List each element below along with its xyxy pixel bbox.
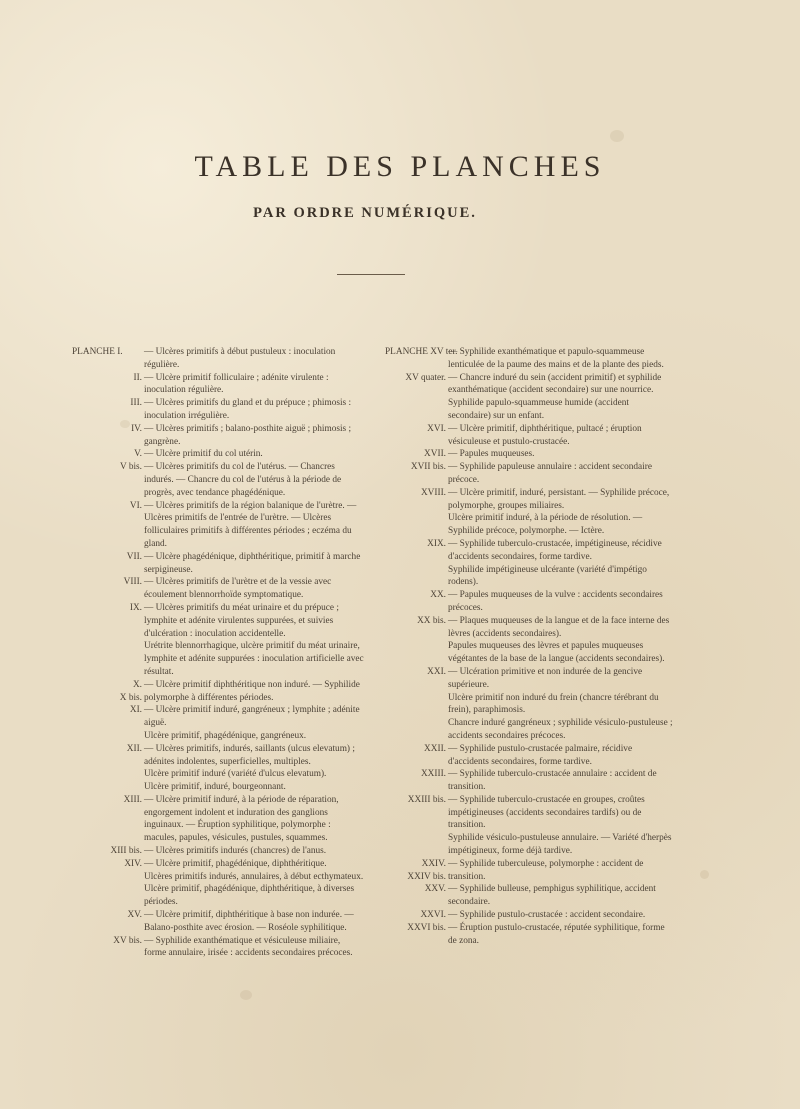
plate-number: XI. — [129, 705, 142, 716]
plate-number: PLANCHE I. — [72, 347, 123, 357]
plate-description: — Ulcère primitif, phagédénique, diphthéritique. — [144, 858, 327, 869]
plate-number: XVII bis. — [410, 462, 446, 473]
plate-entry — [72, 935, 364, 961]
plate-entry — [72, 551, 364, 577]
plate-description: Ulcère primitif induré (variété d'ulcus elevatum). — [144, 769, 327, 780]
plate-number: XXIII bis. — [407, 794, 446, 805]
plate-entry — [385, 717, 673, 743]
plates-column-left — [72, 346, 364, 960]
plate-description: Syphilide papulo-squammeuse humide (accident secondaire) sur un enfant. — [448, 398, 629, 421]
plate-entry — [72, 346, 364, 372]
plate-description: — Plaques muqueuses de la langue et de la face interne des lèvres (accidents secondaires). — [448, 615, 670, 639]
plate-entry — [72, 871, 364, 884]
plate-number: XV bis. — [113, 935, 142, 946]
plate-number: XII. — [126, 743, 142, 754]
plate-number: XXV. — [424, 884, 446, 895]
plate-entry — [385, 615, 673, 641]
plate-number: XV quater. — [405, 372, 446, 383]
plate-number: XIX. — [427, 538, 446, 549]
plate-number: XXVI. — [420, 910, 446, 921]
plate-entry — [72, 576, 364, 602]
plate-description: Syphilide impétigineuse ulcérante (variété d'impétigo rodens). — [448, 564, 647, 588]
plate-entry — [385, 448, 673, 461]
plate-description: — Ulcère primitif induré, gangréneux ; lymphite ; adénite aiguë. — [144, 705, 360, 729]
plate-description: — Chancre induré du sein (accident primitif) et syphilide exanthématique (accident secondaire) sur une nourrice. — [448, 372, 662, 396]
plate-entry — [385, 692, 673, 718]
plate-entry — [385, 397, 673, 423]
plates-column-right — [385, 346, 673, 947]
plate-entry — [72, 397, 364, 423]
plate-number: XVIII. — [420, 487, 446, 498]
plate-entry — [72, 461, 364, 499]
plate-number: X. X bis. — [119, 679, 142, 703]
plate-number: XVII. — [424, 449, 446, 460]
plate-entry — [385, 538, 673, 564]
plate-entry — [385, 832, 673, 858]
plate-description: Ulcère primitif, phagédénique, diphthéritique, à diverses périodes. — [144, 884, 355, 908]
plate-number: II. — [133, 372, 142, 383]
plate-entry — [72, 845, 364, 858]
plate-entry — [385, 423, 673, 449]
plate-description: — Syphilide tuberculo-crustacée, impétigineuse, récidive d'accidents secondaires, forme tardive. — [448, 538, 662, 562]
page-subtitle: PAR ORDRE NUMÉRIQUE. — [253, 205, 477, 221]
plate-entry — [385, 512, 673, 538]
plate-entry — [385, 589, 673, 615]
plate-entry — [72, 500, 364, 551]
plate-description: Ulcère primitif induré, à la période de résolution. — Syphilide précoce, polymorphe. — Ictère. — [448, 513, 643, 537]
plate-entry — [385, 743, 673, 769]
plate-number: XV. — [127, 910, 142, 921]
plate-description: — Ulcères primitifs, indurés, saillants (ulcus elevatum) ; adénites indolentes, superficielles, multiples. — [144, 743, 355, 767]
plate-entry — [72, 602, 364, 640]
plate-description: — Syphilide pustulo-crustacée palmaire, récidive d'accidents secondaires, forme tardive. — [448, 743, 633, 767]
plate-description: — Ulcère phagédénique, diphthéritique, primitif à marche serpigineuse. — [144, 551, 361, 575]
plate-number: XXIV. XXIV bis. — [407, 858, 446, 882]
plate-description: — Ulcère primitif induré, à la période de réparation, engorgement indolent et induration des ganglions inguinaux. — Éruption syphilitique, polymorphe : macules, papules, vésicules, pustules, squammes. — [144, 794, 339, 844]
plate-entry — [385, 461, 673, 487]
plate-number: III. — [130, 398, 142, 409]
plate-number: VI. — [129, 500, 142, 511]
plate-description: — Papules muqueuses de la vulve : accidents secondaires précoces. — [448, 590, 663, 613]
paper-stain — [240, 990, 252, 1000]
plate-entry — [72, 743, 364, 769]
plate-number: XXII. — [424, 743, 446, 754]
plate-entry — [385, 922, 673, 948]
paper-stain — [610, 130, 624, 142]
plate-description: — Syphilide papuleuse annulaire : accident secondaire précoce. — [448, 462, 652, 485]
plate-number: VIII. — [123, 577, 142, 588]
plate-entry — [72, 730, 364, 743]
plate-entry — [72, 640, 364, 678]
plate-entry — [72, 883, 364, 909]
plate-entry — [385, 640, 673, 666]
plate-number: XIII. — [123, 794, 142, 805]
plate-entry — [72, 423, 364, 449]
plate-description: — Syphilide tuberculeuse, polymorphe : accident de transition. — [448, 858, 644, 882]
plate-entry — [72, 704, 364, 730]
plate-description: — Ulcères primitifs de l'urètre et de la vessie avec écoulement blennorrhoïde symptomatique. — [144, 577, 332, 601]
plate-entry — [385, 883, 673, 909]
plate-number: PLANCHE XV ter. — [385, 347, 458, 357]
page-title: TABLE DES PLANCHES — [194, 150, 606, 183]
plate-description: — Syphilide tuberculo-crustacée annulaire : accident de transition. — [448, 769, 657, 793]
plate-description: — Syphilide tuberculo-crustacée en groupes, croûtes impétigineuses (accidents secondaires tardifs) ou de transition. — [448, 794, 645, 831]
plate-number: XXIII. — [420, 769, 446, 780]
plate-entry — [72, 768, 364, 781]
plate-number: IX. — [129, 602, 142, 613]
plate-description: — Ulcère primitif, diphthéritique, pultacé ; éruption vésiculeuse et pustulo-crustacée. — [448, 423, 642, 447]
plate-number: XX. — [430, 590, 446, 601]
paper-stain — [700, 870, 709, 879]
plate-entry — [385, 909, 673, 922]
plate-description: — Ulcères primitifs à début pustuleux : inoculation régulière. — [144, 347, 336, 370]
plate-description: — Ulcères primitifs ; balano-posthite aiguë ; phimosis ; gangrène. — [144, 423, 352, 447]
plate-entry — [385, 794, 673, 832]
plate-entry — [72, 372, 364, 398]
plate-description: Ulcère primitif, induré, bourgeonnant. — [144, 782, 286, 793]
plate-entry — [72, 858, 364, 871]
plate-description: — Ulcères primitifs du méat urinaire et du prépuce ; lymphite et adénite virulentes suppurées, et suivies d'ulcération : inoculation accidentelle. — [144, 602, 339, 639]
plate-description: — Syphilide exanthématique et papulo-squammeuse lenticulée de la paume des mains et de la plante des pieds. — [448, 347, 664, 370]
plate-number: V. — [134, 449, 142, 460]
plate-description: — Ulcères primitifs du gland et du prépuce ; phimosis : inoculation irrégulière. — [144, 398, 352, 421]
plate-number: XIV. — [124, 858, 142, 869]
plate-number: XIII bis. — [110, 846, 142, 857]
plate-description: — Ulcère primitif du col utérin. — [144, 449, 263, 460]
plate-entry — [385, 768, 673, 794]
divider — [337, 274, 405, 275]
plate-number: XX bis. — [417, 615, 446, 626]
plate-description: Ulcères primitifs indurés, annulaires, à début ecthymateux. — [144, 871, 364, 882]
plate-description: — Ulcère primitif folliculaire ; adénite virulente : inoculation régulière. — [144, 372, 329, 396]
plate-description: — Ulcères primitifs du col de l'utérus. — Chancres indurés. — Chancre du col de l'utérus à la période de progrès, avec tendance phagédénique. — [144, 462, 342, 498]
plate-description: — Syphilide bulleuse, pemphigus syphilitique, accident secondaire. — [448, 884, 656, 908]
plate-entry — [385, 487, 673, 513]
plate-description: — Ulcère primitif diphthéritique non induré. — Syphilide polymorphe à différentes périodes. — [144, 679, 360, 703]
plate-entry — [72, 909, 364, 935]
plate-entry — [72, 679, 364, 705]
plate-entry — [385, 858, 673, 884]
plate-description: — Ulcères primitifs indurés (chancres) de l'anus. — [144, 846, 327, 857]
plate-entry — [72, 448, 364, 461]
plate-description: Urétrite blennorrhagique, ulcère primitif du méat urinaire, lymphite et adénite suppurées : inoculation artificielle avec résultat. — [144, 641, 364, 677]
plate-number: XXI. — [427, 666, 446, 677]
plate-number: XXVI bis. — [407, 922, 446, 933]
plate-number: V bis. — [119, 462, 142, 473]
plate-description: Papules muqueuses des lèvres et papules muqueuses végétantes de la base de la langue (accidents secondaires). — [448, 641, 665, 665]
plate-entry — [72, 794, 364, 845]
plate-entry — [385, 346, 673, 372]
plate-description: — Syphilide exanthématique et vésiculeuse miliaire, forme annulaire, irisée : accidents secondaires précoces. — [144, 935, 353, 959]
plate-description: Ulcère primitif non induré du frein (chancre térébrant du frein), paraphimosis. — [448, 692, 659, 716]
plate-entry — [72, 781, 364, 794]
plate-description: — Éruption pustulo-crustacée, réputée syphilitique, forme de zona. — [448, 922, 665, 946]
plate-description: Ulcère primitif, phagédénique, gangréneux. — [144, 730, 307, 741]
plate-description: — Ulcère primitif, diphthéritique à base non indurée. — Balano-posthite avec érosion. — Roséole syphilitique. — [144, 910, 354, 933]
plate-number: IV. — [131, 423, 142, 434]
plate-description: Chancre induré gangréneux ; syphilide vésiculo-pustuleuse ; accidents secondaires précoces. — [448, 718, 673, 741]
plate-description: Syphilide vésiculo-pustuleuse annulaire. — Variété d'herpès impétigineux, forme déjà tardive. — [448, 833, 672, 857]
plate-description: — Ulcère primitif, induré, persistant. — Syphilide précoce, polymorphe, groupes miliaires. — [448, 487, 670, 511]
plate-description: — Papules muqueuses. — [448, 449, 535, 460]
plate-number: XVI. — [427, 423, 446, 434]
plate-description: — Ulcération primitive et non indurée de la gencive supérieure. — [448, 666, 643, 690]
plate-entry — [385, 564, 673, 590]
plate-entry — [385, 372, 673, 398]
plate-number: VII. — [126, 551, 142, 562]
plate-description: — Syphilide pustulo-crustacée : accident secondaire. — [448, 910, 646, 921]
plate-entry — [385, 666, 673, 692]
plate-description: — Ulcères primitifs de la région balanique de l'urètre. — Ulcères primitifs de l'entrée de l'urètre. — Ulcères folliculaires primitifs à différentes périodes ; eczéma du gland. — [144, 500, 357, 549]
